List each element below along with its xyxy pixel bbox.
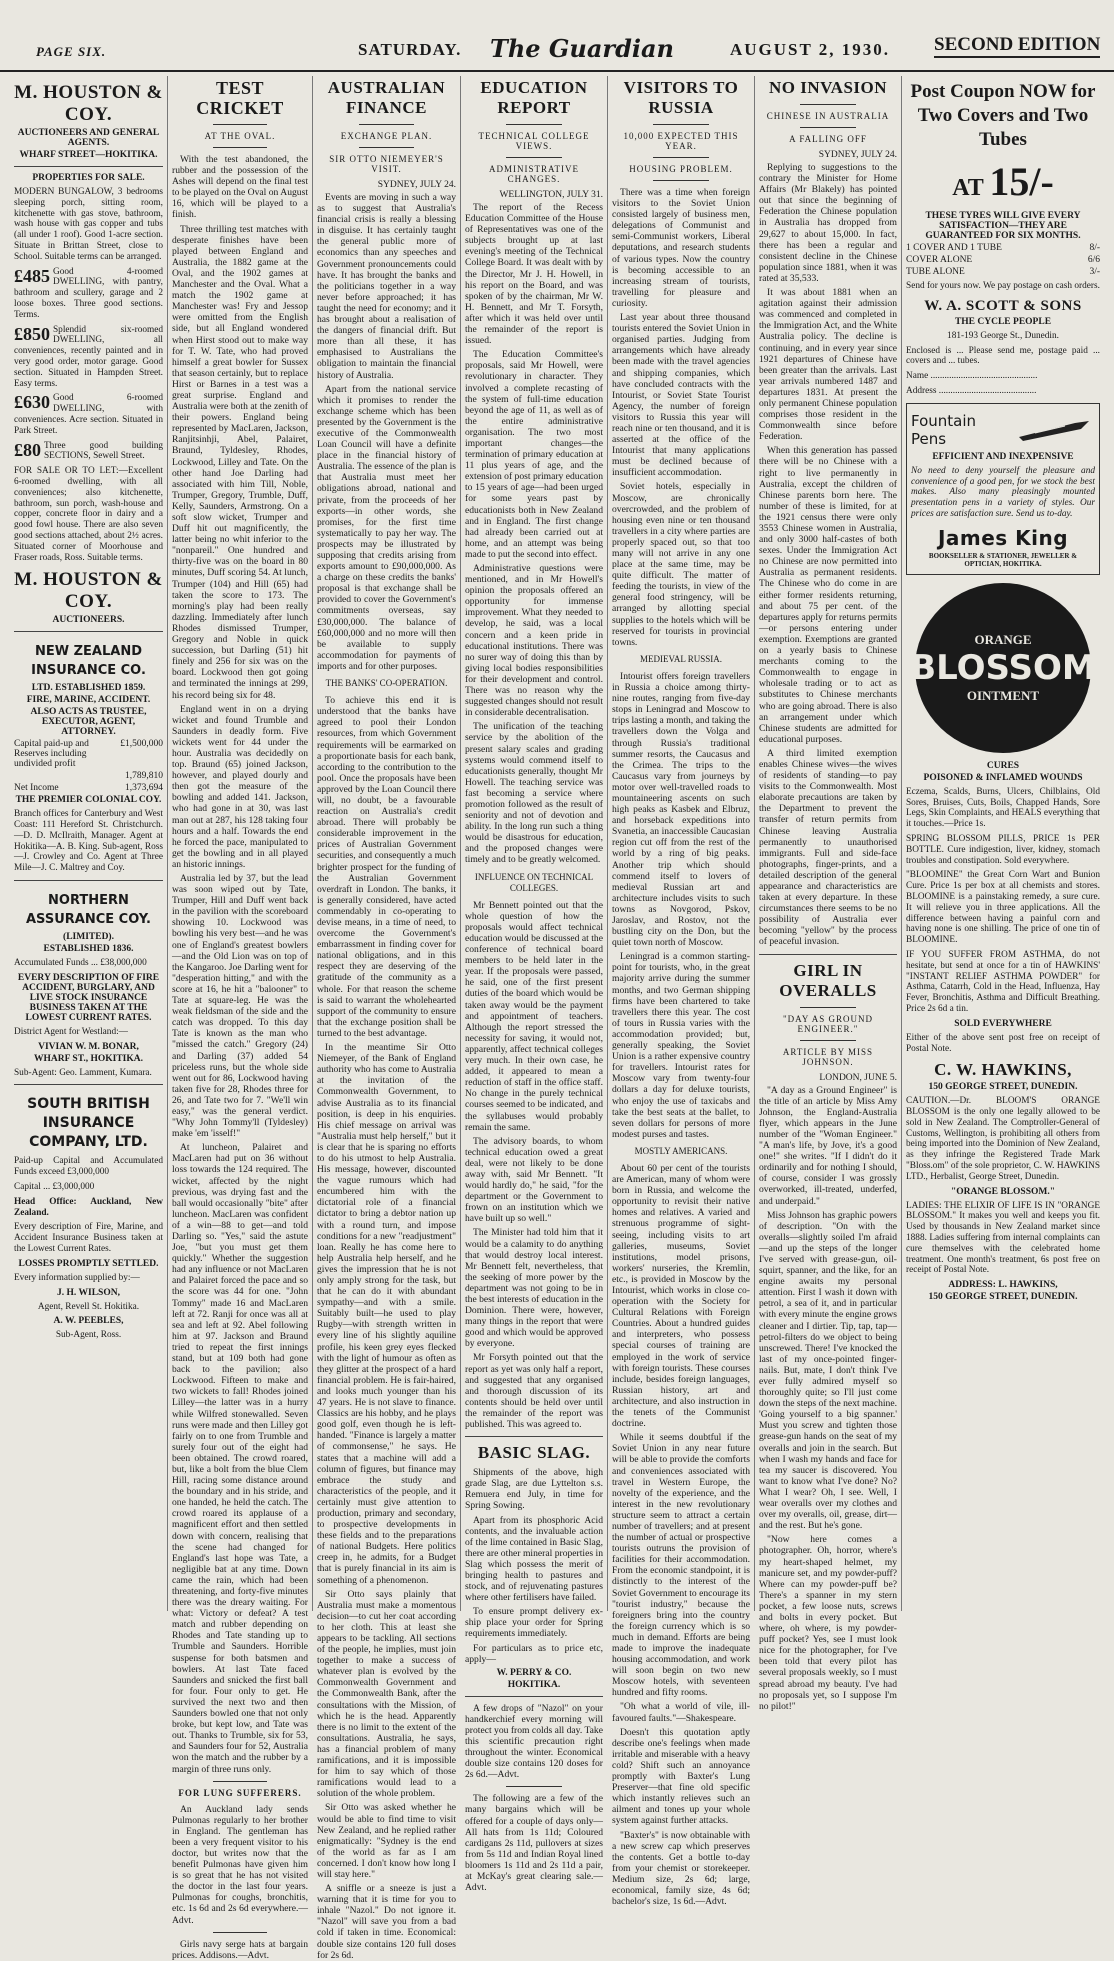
cricket-headline: TEST CRICKET xyxy=(196,78,284,118)
cures-label: CURES xyxy=(986,760,1020,771)
auctioneers-label: AUCTIONEERS. xyxy=(52,615,125,626)
info-supplied: Every information supplied by:— xyxy=(14,1272,140,1283)
sold-note: Either of the above sent post free on receipt of Postal Note. xyxy=(906,1032,1100,1054)
wharf-street: WHARF ST., HOKITIKA. xyxy=(34,1053,143,1064)
column-australian-finance xyxy=(313,76,461,1961)
issue-date: AUGUST 2, 1930. xyxy=(730,40,891,59)
tyre-item-price: 6/6 xyxy=(1087,255,1100,265)
caution-text: CAUTION.—Dr. BLOOM'S ORANGE BLOSSOM is the only one legally allowed to be sold in New Zealand. The Comptroller-General of Customs, Wellington, is prohibiting all others from being imported into the Dominion of New Zealand, as they infringe the Registered Trade Mark "Bloss.om" of the sole proprietor, C. W. HAWKINS LTD., Herbalist, George Street, Dunedin. xyxy=(906,1096,1100,1182)
westland-agent-label: District Agent for Westland:— xyxy=(14,1026,128,1037)
slag-paragraph: To ensure prompt delivery ex-ship place your order for Spring requirements immediately. xyxy=(465,1606,603,1640)
listing-text: Three good building SECTIONS, Sewell Street. xyxy=(44,440,163,462)
coupon-title: Post Coupon NOW for Two Covers and Two Tubes xyxy=(910,81,1096,150)
bloomine-text: "BLOOMINE" the Great Corn Wart and Bunion Cure. Price 1s per box at all chemists and stores. BLOOMINE is a painstaking remedy, a sure cure. It will relieve you in three applications. All the difference between having a painful corn and having none is one shilling. The price of one tin of BLOOMINE. xyxy=(906,870,1100,946)
girl-overalls-subhead: "DAY AS GROUND ENGINEER." xyxy=(782,1013,874,1034)
invasion-paragraph: When this generation has passed there will be no Chinese with a right to live permanently in Australia, except the children of Chinese parents born here. The number of these is limited, for at the 1921 census there were only 3553 Chinese women in Australia, and only 3000 half-castes of both sexes. Under the Immigration Act no Chinese are now permitted into Australia as permanent residents. The Chinese who do come in are either former residents returning, and about 75 per cent. of the departures apply for returns permits—or persons entering under exemption. Exemptions are granted on a yearly basis to Chinese merchants coming to the Commonwealth to engage in wholesale trading or to act as substitutes to Chinese merchants who are going abroad. There is also an arrangement under which Chinese students are admitted for educational purposes. xyxy=(759,445,897,745)
finance-paragraph: To achieve this end it is understood that the banks have agreed to pool their London resources, from which Government requirements will be earmarked on a proportionate basis for each bank, according to the contribution to the pool. Once the proposals have been approved by the Loan Council there will, no doubt, be a favourable reaction on Australia's credit abroad. There will probably be considerable improvement in the prices of Australian Government securities, and consequently a much brighter prospect for the funding of the Australian Government overdraft in London. The banks, it is generally considered, have acted commendably in co-operating to devise means, in a time of need, to overcome the Government's embarrassment in finding cover for national obligations, and in this respect they are deserving of the gratitude of the community as a whole. For that reason the scheme is said to warrant the wholehearted support of the community to ensure that the exchange position shall be turned to the best advantage. xyxy=(317,695,456,1039)
page-number: PAGE SIX. xyxy=(36,44,107,59)
russia-paragraph: "Oh what a world of vile, ill-favoured faults."—Shakespeare. xyxy=(612,1701,750,1724)
capital-label: Capital paid-up and Reserves including undivided profit xyxy=(14,739,89,770)
cricket-subhead: AT THE OVAL. xyxy=(204,131,276,141)
nz-insurance-name: NEW ZEALAND INSURANCE CO. xyxy=(31,644,146,679)
russia-subhead-2: HOUSING PROBLEM. xyxy=(629,164,733,174)
scott-name: W. A. SCOTT & SONS xyxy=(924,297,1082,314)
russia-paragraph: Soviet hotels, especially in Moscow, are chronically overcrowded, and the problem of housing even nine or ten thousand travellers in a city where parties are properly spaced out, so that too many will not arrive in any one place at the same time, may be quite difficult. The matter of feeding the tourists, in view of the general food stringency, will be arranged by allotting special supplies to the hotels which will be reserved for tourists in provincial towns. xyxy=(612,481,750,648)
property-listing xyxy=(14,187,163,263)
fountain-pen-advert xyxy=(906,403,1100,575)
masthead xyxy=(0,20,1114,72)
invasion-article xyxy=(759,162,897,948)
slag-paragraph: Shipments of the above, high grade Slag, are due Lyttelton s.s. Remuera end July, in time for Spring Sowing. xyxy=(465,1467,603,1512)
edition-label: SECOND EDITION xyxy=(934,34,1100,58)
blossom-word-1: ORANGE xyxy=(974,631,1032,647)
listing-text: Good 4-roomed DWELLING, with pantry, bathroom and scullery, garage and 2 loose boxes. Three good sections. Terms. xyxy=(14,266,163,320)
listing-price: £630 xyxy=(14,392,50,413)
tyre-price-row xyxy=(906,243,1100,253)
efficient-label: EFFICIENT AND INEXPENSIVE xyxy=(932,451,1074,462)
finance-paragraph: Events are moving in such a way as to suggest that Australia's financial crisis is really a blessing in disguise. It has certainly taught the general public more of economics than any speeches and Government pronouncements could have. It has brought the banks and the politicians together in a way never before approached; it has taught the need for economy; and it has brought about a realisation of the dangers of financial drift. But more than all these, it has emphasised to Australians the obligation to maintain the financial history of Australia. xyxy=(317,192,456,381)
finance-paragraph: Apart from the national service which it promises to render the exchange scheme which has been presented by the Government is the executive of the Commonwealth Loan Council will have a definite place in the financial history of Australia. The essence of the plan is that Australia must meet her obligations abroad, national and private, from the proceeds of her exports—in other words, she promises, for the first time systematically to pay her way. The prospects may be illustrated by supposing that credits arising from exports amount to £90,000,000. As a charge on these credits the banks' proposal is that exchange shall be provided to cover the Government's commitments overseas, say £30,000,000. The balance of £60,000,000 and no more will then be available to supply accommodation for payments of imports and for other purposes. xyxy=(317,383,456,672)
ladies-text: LADIES: THE ELIXIR OF LIFE IS IN "ORANGE BLOSSOM." It makes you well and keeps you fit. Used by thousands in New Zealand market since 1888. Ladies suffering from internal complaints can cure themselves with the celebrated home treatment. One month's treatment, 6s post free on receipt of Postal Note. xyxy=(906,1200,1100,1276)
send-note: Send for yours now. We pay postage on cash orders. xyxy=(906,281,1100,291)
listing-price: £485 xyxy=(14,265,50,286)
cricket-paragraph: With the test abandoned, the rubber and the possession of the Ashes will depend on the final test to be played on the Oval on August 16, which will be played to a finish. xyxy=(172,154,308,221)
poisoned-text: Eczema, Scalds, Burns, Ulcers, Chilblains, Old Sores, Bruises, Cuts, Boils, Chapped Hands, Sore Legs, Skin Complaints, and HEALS everything that it touches.—Price 1s. xyxy=(906,786,1100,830)
fountain-pen-icon xyxy=(1015,417,1095,443)
cricket-article xyxy=(172,154,308,1775)
northern-description: EVERY DESCRIPTION OF FIRE ACCIDENT, BURGLARY, AND LIVE STOCK INSURANCE BUSINESS TAKEN AT THE LOWEST CURRENT RATES. xyxy=(17,972,160,1023)
lung-advert: An Auckland lady sends Pulmonas regularly to her brother in England. The gentleman has been a very frequent visitor to his doctor, but writes now that the benefit Pulmonas have given him is so great that he has not visited the doctor in the last four years. Pulmonas for coughs, bronchitis, etc. 1s 6d and 2s 6d everywhere.—Advt. xyxy=(172,1803,308,1926)
houston-name: M. HOUSTON & COY. xyxy=(14,82,163,125)
girl-paragraph: Miss Johnson has graphic powers of description. "On with the overalls—slightly soiled I'm afraid—and up the steps of the longer I've served with grease-gun, oil-squirt, spanner, and the like, for an engine awaits my personal attention. First I wash it down with petrol, a sea of it, and in particular with every minute the engine grows cleaner and I dirtier. Tip, tap, tap—petrol-filters do we object to being unscrewed. There! I've knocked the last of my once-pointed finger-nails. But, mate, I don't think I've ever fully admired myself so thoroughly quite; so I'll just come down the steps of the next machine. 'Going yourself to a big spanner.' Must you screw and tighten those grease-gun hands on the seat of my overalls and join in the search. But when I wash my hands and face for tea my saucer is discovered. You want to know what I've done? No? What I wear? Oh, I see. Well, I wear overalls over my clothes and over my overalls, oil, grease, dirt—and the rest. But he's gone. xyxy=(759,1209,897,1532)
invasion-dateline: SYDNEY, JULY 24. xyxy=(818,150,897,160)
column-ads-left xyxy=(10,76,168,1611)
northern-assurance-name: NORTHERN ASSURANCE COY. xyxy=(26,893,151,928)
tyre-item-price: 3/- xyxy=(1089,267,1100,277)
education-paragraph: The unification of the teaching service by the abolition of the present salary scales and grading systems would commend itself to educationists generally, thought Mr Howell. The teaching service was fast becoming a service where promotion followed as the result of seniority and not of devotion and ability. In the long run such a thing would be disastrous for education, and the proposed changes were timely and to be greatly welcomed. xyxy=(465,721,603,866)
finance-article xyxy=(317,192,456,1961)
houston-address: WHARF STREET—HOKITIKA. xyxy=(19,150,158,160)
nz-insurance-est: LTD. ESTABLISHED 1859. xyxy=(31,683,146,694)
tyre-item-label: 1 COVER AND 1 TUBE xyxy=(906,243,1002,253)
fountain-pens-label: Fountain Pens xyxy=(911,411,977,448)
tyre-price-row xyxy=(906,267,1100,277)
tyre-item-price: 8/- xyxy=(1089,243,1100,253)
price-value: 15/- xyxy=(989,159,1054,204)
south-british-name: SOUTH BRITISH INSURANCE COMPANY, LTD. xyxy=(27,1096,150,1151)
finance-paragraph: A sniffle or a sneeze is just a warning that it is time for you to inhale "Nazol." Do not ignore it. "Nazol" will save you from a bad cold if taken in time. Economical: double size contains 120 full doses for 2s 6d. xyxy=(317,1883,456,1961)
vivian-bonar: VIVIAN W. M. BONAR, xyxy=(38,1041,139,1052)
tyre-price-row xyxy=(906,255,1100,265)
cricket-paragraph: Three thrilling test matches with desperate finishes have been played between England and Australia, the 1882 game at the Oval, and the 1902 games at Manchester and the Oval. What a match the 1902 game at Manchester was! Fry and Jessop were omitted from the English side, but all England wondered when Hirst stood out to make way for T. W. Tate, who had proved himself a great bowler for Sussex that season certainly, but to replace Hirst or Barnes in a test was a great surprise. England and Australia were both at the zenith of their powers. England being represented by MacLaren, Jackson, Ranjitsinhji, Abel, Palairet, Braund, Tyldesley, Rhodes, Lockwood, Lilley and Tate. On the other hand Joe Darling had associated with him Till, Noble, Trumper, Gregory, Trumble, Duff, Kelly, Saunders, Armstrong. On a soft slow wicket, Trumper and Duff hit out magnificently, the latter being no whit inferior to the "nonpareil." One hundred and thirty-five was on the board in 80 minutes, Duff scoring 54. At lunch, Trumper (104) and Hill (65) had taken the score to 173. The morning's play had been really dazzling. Immediately after lunch Rhodes dismissed Trumper, Gregory and Noble in quick succession, but Darling (51) hit finely and 256 for six was on the board. Lockwood then got going and terminated the innings at 299, his record being six for 48. xyxy=(172,223,308,701)
listing-price: £80 xyxy=(14,439,41,460)
price-at: AT xyxy=(952,175,984,201)
education-paragraph: The Minister had told him that it would be a calamity to do anything that would destroy local interest. Mr Bennett felt, nevertheless, that the seeking of more power by the department was not going to be in the best interests of education in the Dominion. There were, however, many things in the report that were good and which would be approved by everyone. xyxy=(465,1227,604,1350)
sold-everywhere: SOLD EVERYWHERE xyxy=(954,1018,1052,1029)
property-listing xyxy=(14,393,163,436)
hawkins-name: C. W. HAWKINS, xyxy=(934,1060,1072,1080)
losses-settled: LOSSES PROMPTLY SETTLED. xyxy=(18,1258,159,1269)
property-listing xyxy=(14,267,163,321)
column-ads-right xyxy=(902,76,1104,1611)
listing-text: MODERN BUNGALOW, 3 bedrooms sleeping porch, sitting room, kitchenette with gas stove, bathroom, wash house with gas copper and tubs (all under 1 roof). Good 1-acre section. Situate in Brittan Street, close to School. Suitable terms can be arranged. xyxy=(14,187,163,262)
bargains-advert: The following are a few of the many bargains which will be offered for a couple of days only—All hats from 1s 11d; Coloured cardigans 2s 11d, pullovers at sizes from 5s 11d and Indian Royal lined bloomers 1s 11d and 2s 11d a pair, at McKay's great clearing sale.—Advt. xyxy=(465,1793,603,1894)
russia-headline: VISITORS TO RUSSIA xyxy=(623,78,739,117)
peebles-name: A. W. PEEBLES, xyxy=(53,1316,124,1327)
education-paragraph: Mr Forsyth pointed out that the report as yet was only half a report, and suggested that any organised and thorough discussion of its contents should be held over until the remainder of the report was published. This was agreed to. xyxy=(465,1352,603,1431)
coupon-address-label: Address xyxy=(906,385,937,396)
russia-paragraph: There was a time when foreign visitors to the Soviet Union consisted largely of business men, delegations of Communist and semi-Communist workers, Liberal deputations, and research students of various types. Now the country is becoming accessible to an increasing stream of tourists, travelling for pleasure and curiosity. xyxy=(612,187,750,309)
tyre-item-label: TUBE ALONE xyxy=(906,267,965,277)
orange-blossom-label: "ORANGE BLOSSOM." xyxy=(951,1186,1055,1197)
hawkins-address: 150 GEORGE STREET, DUNEDIN. xyxy=(928,1082,1078,1093)
scott-address: 181-193 George St., Dunedin. xyxy=(947,330,1059,341)
northern-est: ESTABLISHED 1836. xyxy=(43,944,134,955)
james-king-name: James King xyxy=(937,525,1069,550)
russia-paragraph: About 60 per cent of the tourists are American, many of whom were born in Russia, and welcome the opportunity to revisit their native homes and relatives. A varied and strenuous programme of sight-seeing, including visits to art galleries, museums, Soviet institutions, model prisons, workers' nurseries, the Kremlin, etc., is provided in Moscow by the Intourist, which works in close co-operation with the Society for Cultural Relations with Foreign Countries. About a hundred guides and interpreters, who possess special courses of training are employed in the work of service with foreign tourists. These courses include, besides foreign languages, Russian history, art and architecture, and also instruction in the tenets of the Communist doctrine. xyxy=(612,1162,750,1430)
properties-heading: PROPERTIES FOR SALE. xyxy=(32,173,145,183)
orange-blossom-logo xyxy=(910,583,1096,753)
property-listing xyxy=(14,325,163,390)
education-paragraph: The report of the Recess Education Committee of the House of Representatives was one of the subjects brought up at last evening's meeting of the Technical College Board. It was dealt with by the Director, Mr J. H. Howell, in his report on the Board, and was spoken of by the chairman, Mr W. H. Bennett, and Mr T. Forsyth, after which it was held over until the remainder of the report is issued. xyxy=(465,202,603,347)
price-line xyxy=(906,158,1100,205)
education-paragraph: Mr Bennett pointed out that the whole question of how the proposals would affect technical education would be discussed at the conference of technical board members to be held later in the year. If the proposals were passed, he said, one of the first present duties of the board which would be taken away would be the payment and appointment of teachers. Although the report stressed the necessity for saving, it would not, apparently, affect technical colleges very much. In their own case, he added, it appeared to mean a reduction of staff in the office staff. No change in the purely technical courses seemed to be indicated, and the syllabuses would probably remain the same. xyxy=(465,899,603,1133)
enclosed-line: Enclosed is ... Please send me, postage paid ... covers and ... tubes. xyxy=(906,345,1100,367)
education-paragraph: The advisory boards, to whom technical education owed a great deal, were not likely to be done away with, said Mr Bennett. "It would hardly do," he said, "for the department or the Government to frown on an institution which we have built up so well." xyxy=(465,1135,603,1225)
russia-paragraph: MEDIEVAL RUSSIA. xyxy=(639,653,722,664)
south-description: Every description of Fire, Marine, and Accident Insurance Business taken at the Lowest Current Rates. xyxy=(14,1222,163,1255)
hawkins-address-line: ADDRESS: L. HAWKINS, xyxy=(948,1280,1058,1291)
finance-subhead-1: EXCHANGE PLAN. xyxy=(340,131,433,141)
capital-value: £1,500,000 xyxy=(120,739,163,750)
wilson-address: Agent, Revell St. Hokitika. xyxy=(37,1301,140,1312)
sale-or-let: FOR SALE OR TO LET:—Excellent 6-roomed dwelling, with all conveniences; also kitchenette, bathroom, sun porch, wash-house and copper, concrete floor in dairy and a good fowl house. There are also seven good sections attached, about 2½ acres. Situated corner of Moorhouse and Fraser roads, Ross. Suitable terms. xyxy=(14,466,163,563)
education-headline: EDUCATION REPORT xyxy=(480,78,588,117)
poisoned-heading: POISONED & INFLAMED WOUNDS xyxy=(923,772,1083,783)
premier-label: THE PREMIER COLONIAL COY. xyxy=(15,795,162,806)
finance-paragraph: Sir Otto was asked whether he would be able to find time to visit New Zealand, and he replied rather enigmatically: "Sydney is the end of the world as far as I am concerned. I don't know how long I will stay here." xyxy=(317,1802,456,1880)
head-office: Head Office: Auckland, New Zealand. xyxy=(14,1196,163,1218)
blossom-word-2: BLOSSOM xyxy=(910,647,1096,688)
listing-price: £850 xyxy=(14,323,50,344)
russia-paragraph: Leningrad is a common starting-point for tourists, who, in the great majority arrive during the summer months, and two German shipping firms have been chartered to take travellers there this year. The cost of tours in Russia varies with the accommodation provided; but, generally speaking, the Soviet Union is a rather expensive country for travellers. Intourist rates for Moscow vary from twenty-four dollars a day for deluxe tourists, who enjoy the use of taxicabs and take the best seats at the ballet, to seven dollars for persons of more modest purses and tastes. xyxy=(612,951,750,1140)
tyre-item-label: COVER ALONE xyxy=(906,255,973,265)
property-listings xyxy=(14,187,163,462)
asthma-text: IF YOU SUFFER FROM ASTHMA, do not hesitate, but send at once for a tin of HAWKINS' "INSTANT RELIEF ASTHMA POWDER" for Asthma, Catarrh, Cold in the Head, Influenza, Hay Fever, Bronchitis, Asthma and Difficult Breathing. Price 2s 6d a tin. xyxy=(906,949,1100,1014)
girls-hats-advert: Girls navy serge hats at bargain prices. Addisons.—Advt. xyxy=(172,1938,308,1961)
capital-value: 1,373,694 xyxy=(125,783,163,794)
invasion-headline: NO INVASION xyxy=(768,78,888,97)
slag-paragraph: For particulars as to price etc, apply— xyxy=(465,1642,603,1665)
invasion-subhead-2: A FALLING OFF xyxy=(789,134,867,144)
nazol-advert: A few drops of "Nazol" on your handkerchief every morning will protect you from colds all day. Take this scientific precaution right throughout the winter. Economical double size contains 120 doses for 2s 6d.—Advt. xyxy=(465,1702,603,1781)
property-listing xyxy=(14,441,163,463)
branch-offices: Branch offices for Canterbury and West Coast: 111 Hereford St. Christchurch.—D. D. McIlraith, Manager. Agent at Hokitika—A. B. King. Sub-agent, Ross—J. Crowley and Co. Agent at Three Mile—J. C. Maltrey and Coy. xyxy=(14,809,163,874)
finance-subhead-2: SIR OTTO NIEMEYER'S VISIT. xyxy=(329,154,444,174)
russia-article xyxy=(612,187,750,1907)
column-education-report xyxy=(461,76,608,1894)
basic-slag-headline: BASIC SLAG. xyxy=(477,1443,591,1463)
capital-row xyxy=(14,783,163,793)
finance-paragraph: Sir Otto says plainly that Australia must make a momentous decision—to cut her coat according to her cloth. This at least she appears to be tackling. All sections of the people, he implies, must join together to make a success of whatever plan is evolved by the Commonwealth Government and the Commonwealth Bank, after the consultations with the Mission, of which he is the head. Apparently there is no limit to the extent of the consultations. Australia, he says, has a financial problem of many ramifications, and it is impossible for him to say which of those ramifications would lead to a solution of the whole problem. xyxy=(317,1588,456,1800)
cycle-people: THE CYCLE PEOPLE xyxy=(954,316,1052,327)
invasion-subhead-1: CHINESE IN AUSTRALIA xyxy=(766,111,890,121)
capital-label: Net Income xyxy=(14,783,59,794)
listing-text: Splendid six-roomed DWELLING, all conveniences, recently painted and in very good order, motor garage. Good section. Situated in Hampden Street. Easy terms. xyxy=(14,324,163,389)
hawkins-address-line-2: 150 GEORGE STREET, DUNEDIN. xyxy=(928,1292,1078,1303)
education-dateline: WELLINGTON, JULY 31. xyxy=(499,190,603,200)
issue-day: SATURDAY. xyxy=(358,40,462,59)
capital-line: Capital ... £3,000,000 xyxy=(14,1182,95,1193)
russia-paragraph: MOSTLY AMERICANS. xyxy=(634,1145,728,1156)
capital-value: 1,789,810 xyxy=(125,771,163,782)
slag-paragraph: Apart from its phosphoric Acid contents, and the invaluable action of the lime contained in Basic Slag, there are other mineral properties in Slag which possess the merit of bringing health to pastures and stock, and of rejuvenating pastures where other fertilisers have failed. xyxy=(465,1514,603,1604)
cricket-paragraph: Australia led by 37, but the lead was soon wiped out by Tate, Trumper, Hill and Duff went back in the pavilion with the scoreboard showing 10. Lockwood was bowling his very best—and he was one of England's greatest bowlers—and the Old Lion was on top of the Kangaroo. Joe Darling went for "desperation hitting," and with the score at 16, he hit a "balooner" to Tate at square-leg. He was the weak fieldsman of the side and the catch was dropped. To this day Tate is known as the man who "missed the catch." Gregory (24) and Darling (37) added 54 priceless runs, but the whole side went out for 86, Lockwood having taken five for 28, Rhodes three for 26, and Tate two for 7. "We'll win easy," was the general verdict. "Why John Tommy'll (Tyldesley) make 'em 'isself!" xyxy=(172,873,308,1140)
education-subhead-1: TECHNICAL COLLEGE VIEWS. xyxy=(478,131,590,151)
perry-town: HOKITIKA. xyxy=(507,1679,561,1690)
listing-text: Good 6-roomed DWELLING, with conveniences. Acre section. Situated in Park Street. xyxy=(14,393,163,436)
finance-dateline: SYDNEY, JULY 24. xyxy=(377,180,456,190)
russia-paragraph: While it seems doubtful if the Soviet Union in any near future will be able to provide the comforts and conveniences associated with travel in Western Europe, the novelty of the experience, and the interest in the new revolutionary structure seem to attract a certain number of travellers; and at present the number of actual or prospective tourists outruns the provision of facilities for their accommodation. From the economic standpoint, it is distinctly to the interest of the Soviet Government to encourage its "tourist industry," because the foreigners bring into the country the foreign currency which is so much in demand. Efforts are being made to improve the inadequate housing accommodation, and work will soon begin on two new Moscow hotels, with seventeen hundred and fifty rooms. xyxy=(612,1432,751,1699)
capital-row xyxy=(14,739,163,769)
girl-overalls-subhead-2: ARTICLE BY MISS JOHNSON. xyxy=(782,1046,874,1067)
finance-paragraph: In the meantime Sir Otto Niemeyer, of the Bank of England authority who has come to Australia at the invitation of the Commonwealth Government, to advise Australia as to its financial position, is deep in his enquiries. His chief message on arrival was "Australia must help herself," but it is clear that he is sparing no efforts to do his utmost to help Australia. His message, however, discounted the vague rumours which had encumbered him with the dictatorial role of a financial dictator to bring a debtor nation up with a round turn, and impose conditions for a new "readjustment" loan. Really he has come here to help Australia help herself, and he gives the impression that he is not only amply strong for the task, but that he can do it with abundant sympathy—and with a smile. Suitably built—he used to play Rugby—with strength written in every line of his slightly aquiline profile, his keen grey eyes flecked with the light of humour as often as they glitter at the prospect of a hard financial problem. He is fair-haired, and looks much younger than his 47 years. He is not slave to finance. Classics are his hobby, and he plays good golf, even though he is left-handed. "Finance is largely a matter of commonsense," he says. He states that a machine will add a column of figures, but finance may embrace the study and characteristics of the people, and it certainly must give attention to production, primary and secondary, to prospective developments in these fields and to the preparations of national Budgets. Here politics creep in, he admits, for a Budget that is purely financial in its aim is something of a phenomenon. xyxy=(317,1042,456,1586)
finance-headline: AUSTRALIAN FINANCE xyxy=(327,78,446,117)
education-paragraph: The Education Committee's proposals, said Mr Howell, were revolutionary in character. They involved a complete recasting of the system of full-time education beyond the age of 11, as well as of the entire administrative organisation. The two most important changes—the termination of primary education at 11 plus years of age, and the extension of post primary education to 15 years of age—had been urged for some years past by educationists both in New Zealand and in England. The first change had already been carried out at home, and an attempt was being made to put the second into effect. xyxy=(465,349,604,560)
accumulated-funds: Accumulated Funds ... £38,000,000 xyxy=(14,958,147,969)
spring-pills: SPRING BLOSSOM PILLS, PRICE 1s PER BOTTLE. Cure indigestion, liver, kidney, stomach troubles and constipation. Sold everywhere. xyxy=(906,833,1100,866)
tyre-price-list xyxy=(906,243,1100,277)
fire-marine-label: FIRE, MARINE, ACCIDENT. xyxy=(26,695,151,706)
newspaper-title: The Guardian xyxy=(490,34,674,63)
tyre-guarantee: THESE TYRES WILL GIVE EVERY SATISFACTION—THEY ARE GUARANTEED FOR SIX MONTHS. xyxy=(925,211,1081,241)
column-visitors-russia xyxy=(608,76,755,1908)
trustee-label: ALSO ACTS AS TRUSTEE, EXECUTOR, AGENT, ATTORNEY. xyxy=(30,707,147,738)
lung-heading: FOR LUNG SUFFERERS. xyxy=(178,1787,302,1798)
invasion-paragraph: Replying to suggestions to the contrary the Minister for Home Affairs (Mr Blakely) has pointed out that since the beginning of Federation the Chinese population in Australia has dropped from 29,627 to about 15,000. In fact, there has been a regular and consistent decline in the Chinese population since 1881, when it was rated at 35,533. xyxy=(759,162,897,284)
education-article xyxy=(465,202,603,1430)
finance-paragraph: THE BANKS' CO-OPERATION. xyxy=(325,678,448,689)
column-no-invasion xyxy=(755,76,902,1712)
girl-paragraph: "A day as a Ground Engineer" is the title of an article by Miss Amy Johnson, the England-Australia flyer, which appears in the June number of the "Woman Engineer." "A man's life, by Jove, it's a good one!" she writes. "If I didn't do it ordinarily and for nothing I should, of course, consider I was grossly overworked, ill-treated, underfed, and underpaid." xyxy=(759,1084,897,1207)
girl-overalls-dateline: LONDON, JUNE 5. xyxy=(819,1072,897,1083)
paid-up-capital: Paid-up Capital and Accumulated Funds exceed £3,000,000 xyxy=(14,1156,163,1178)
girl-overalls-headline: GIRL IN OVERALLS xyxy=(779,960,877,1000)
russia-paragraph: "Baxter's" is now obtainable with a new screw cap which preserves the contents. Get a bottle to-day from your chemist or storekeeper. Medium size, 2s 6d; large, economical, family size, 4s 6d; bachelor's size, 1s 6d.—Advt. xyxy=(612,1829,750,1908)
invasion-paragraph: A third limited exemption enables Chinese wives—the wives of residents of standing—to pay visits to the Commonwealth. Most elaborate precautions are taken by the Department to prevent the transfer of return permits from Chinese leaving Australia permanently to unauthorised immigrants. Full and side-face photographs, finger-prints, and a detailed description of the general appearance and characteristics are taken at every departure. In these circumstances there seems to be no possibility of Australia ever becoming "yellow" by the process of peaceful invasion. xyxy=(759,747,897,948)
girl-overalls-article xyxy=(759,1085,897,1712)
education-subhead-2: ADMINISTRATIVE CHANGES. xyxy=(489,164,579,184)
russia-paragraph: Last year about three thousand tourists entered the Soviet Union in organised parties. Judging from arrangements which have already been made with the travel agencies and shipping companies, which have concluded contracts with the Intourist, or Soviet State Tourist Agency, the number of foreign visitors to Russia this year will reach nine or ten thousand, and it is asserted at the office of the Intourist that many applications must be declined because of insufficient accommodation. xyxy=(612,312,750,479)
houston-name-2: M. HOUSTON & COY. xyxy=(14,569,163,613)
cricket-paragraph: At luncheon, Palairet and MacLaren had put on 36 without loss towards the 124 required. The wicket, affected by the night previous, was drying fast and the ball would occasionally "bite" after luncheon. MacLaren was confident of a win—88 to get—and told Darling so. "Yes," said the astute Joe, "but you must get them quickly." Whether the suggestion had any influence or not MacLaren and Palairet forced the pace and so the score was 44 for one. "John Tommy" made 16 and MacLaren left at 72. Ranji for once was all at sea and left at 92. Abel following him at 97. Jackson and Braund tried to repeat the first innings stand, but at 109 both had gone back to the pavilion; also Lockwood. Fifteen to make and two wickets to fall! Rhodes joined Lilley—the latter was in a hurry while Wilfred stonewalled. Seven runs were made and then Lilley got fairly on to one from Trumble and surely four out of the eight had been obtained. The crowd roared, but, like a bolt from the blue Clem Hill, racing some distance around the boundary and in his stride, and one handed, he held the catch. The crowd roared its applause of a magnificent effort and then settled down with concern, realising that the scene had changed for England's last hope was Tate, a negligible bat at any time. Down came the rain, which had been threatening, and forty-five minutes there was the dreary waiting. For what: Victory or defeat? A test match and rubber depending on Rhodes and Tate standing up to Trumble and Saunders. Horrible suspense for both batsmen and bowlers. At last Tate faced Saunders and snicked the first ball for four. Four only to get. He survived the next two and then Saunders bowled one that not only broke, but kept low, and Tate was out. Thanks to Trumble, six for 53, and Saunders four for 52, Australia won the match and the rubber by a margin of three runs only. xyxy=(172,1142,308,1775)
girl-paragraph: "Now here comes a photographer. Oh, horror, where's my heart-shaped helmet, my manicure set, and my powder-puff? Where can my powder-puff be? There's a spanner in my stern pocket, a few loose nuts, screws and bolts in every pocket. But where, oh where, is my powder-puff pocket? Yes, see I must look nice for the photographer, for I've been told that every pilot has several proposals weekly, so I must spread abroad my beauty. I've had no proposals yet, so I suppose I'm no pilot!" xyxy=(759,1534,897,1712)
northern-limited: (LIMITED). xyxy=(63,932,114,943)
cricket-paragraph: England went in on a drying wicket and found Trumble and Saunders in deadly form. Five wickets went for 44 under the hour. Australia was decidedly on top. Braund (65) joined Jackson, however, and played dourly and then got the measure of the bowling and added 141. Jackson, who had gone in at 30, was last man out at 287, his 128 taking four hours and a half. Towards the end he forced the pace, manipulated to get the bowling and in all played an historic innings. xyxy=(172,703,308,870)
coupon-name-label: Name xyxy=(906,371,929,382)
coupon-address-line: Address .......................................... xyxy=(906,385,1037,396)
wilson-name: J. H. WILSON, xyxy=(57,1287,120,1298)
capital-row xyxy=(14,771,163,781)
russia-subhead-1: 10,000 EXPECTED THIS YEAR. xyxy=(623,131,739,151)
james-king-subtitle: BOOKSELLER & STATIONER, JEWELLER & OPTICIAN, HOKITIKA. xyxy=(928,551,1078,568)
column-test-cricket xyxy=(168,76,313,1961)
education-paragraph: Administrative questions were mentioned, and in Mr Howell's opinion the proposals offered an opportunity for immense improvement. What they needed to develop, he said, was a local concern and a keen pride in educational institutions. There was no surer way of doing this than by giving local bodies responsibilities for their development and control. There was no reason why the suggested changes should not result in considerable decentralisation. xyxy=(465,563,603,719)
fountain-pen-header xyxy=(911,412,1095,448)
sub-agent: Sub-Agent: Geo. Lamment, Kumara. xyxy=(14,1067,152,1078)
houston-role: AUCTIONEERS AND GENERAL AGENTS. xyxy=(17,128,160,148)
blossom-word-3: OINTMENT xyxy=(966,687,1040,703)
coupon-name-line: Name .............................................. xyxy=(906,371,1038,382)
pen-text: No need to deny yourself the pleasure and convenience of a good pen, for we stock the best makes. Also many pleasingly mounted presentation pens in a variety of styles. Our prices are satisfaction sure. Send us to-day. xyxy=(911,465,1095,519)
perry-name: W. PERRY & CO. xyxy=(496,1667,572,1678)
peebles-address: Sub-Agent, Ross. xyxy=(55,1330,122,1341)
basic-slag-advert xyxy=(465,1467,603,1665)
capital-table xyxy=(14,739,163,793)
education-paragraph: INFLUENCE ON TECHNICAL COLLEGES. xyxy=(474,871,594,893)
russia-paragraph: Intourist offers foreign travellers in Russia a choice among thirty-nine routes, ranging from five-day stops in Leningrad and Moscow to trips lasting a month, and taking the travellers down the Volga and through Russia's traditional summer resorts, the Caucasus and the Crimea. The trips to the Caucasus vary from journeys by motor over well-travelled roads to mountaineering ascents on such high peaks as Kasbek and Elbruz, and horseback expeditions into Svanetia, an inaccessible Caucasian region cut off from the rest of the world by a ring of big peaks. Another trip which should commend itself to lovers of medieval Russian art and architecture includes visits to such towns as Novgorod, Pskov, Jaroslav, and Rostov, not the bustling city on the Don, but the quiet town north of Moscow. xyxy=(612,670,750,949)
invasion-paragraph: It was about 1881 when an agitation against their admission was commenced and completed in the Immigration Act, and the White Australia policy. The decline is continuing, and in every year since 1921 departures of Chinese have been greater than the arrivals. Last year arrivals numbered 1487 and departures 1831. At present the only permanent Chinese population comprises those resident in the Commonwealth since before Federation. xyxy=(759,287,897,443)
russia-paragraph: Doesn't this quotation aptly describe one's feelings when made irritable and miserable with a heavy cold? Shift such an annoyance promptly with Baxter's Lung Preserver—that fine old specific which instantly relieves such an ailment and tones up your whole system against further attacks. xyxy=(612,1726,750,1827)
